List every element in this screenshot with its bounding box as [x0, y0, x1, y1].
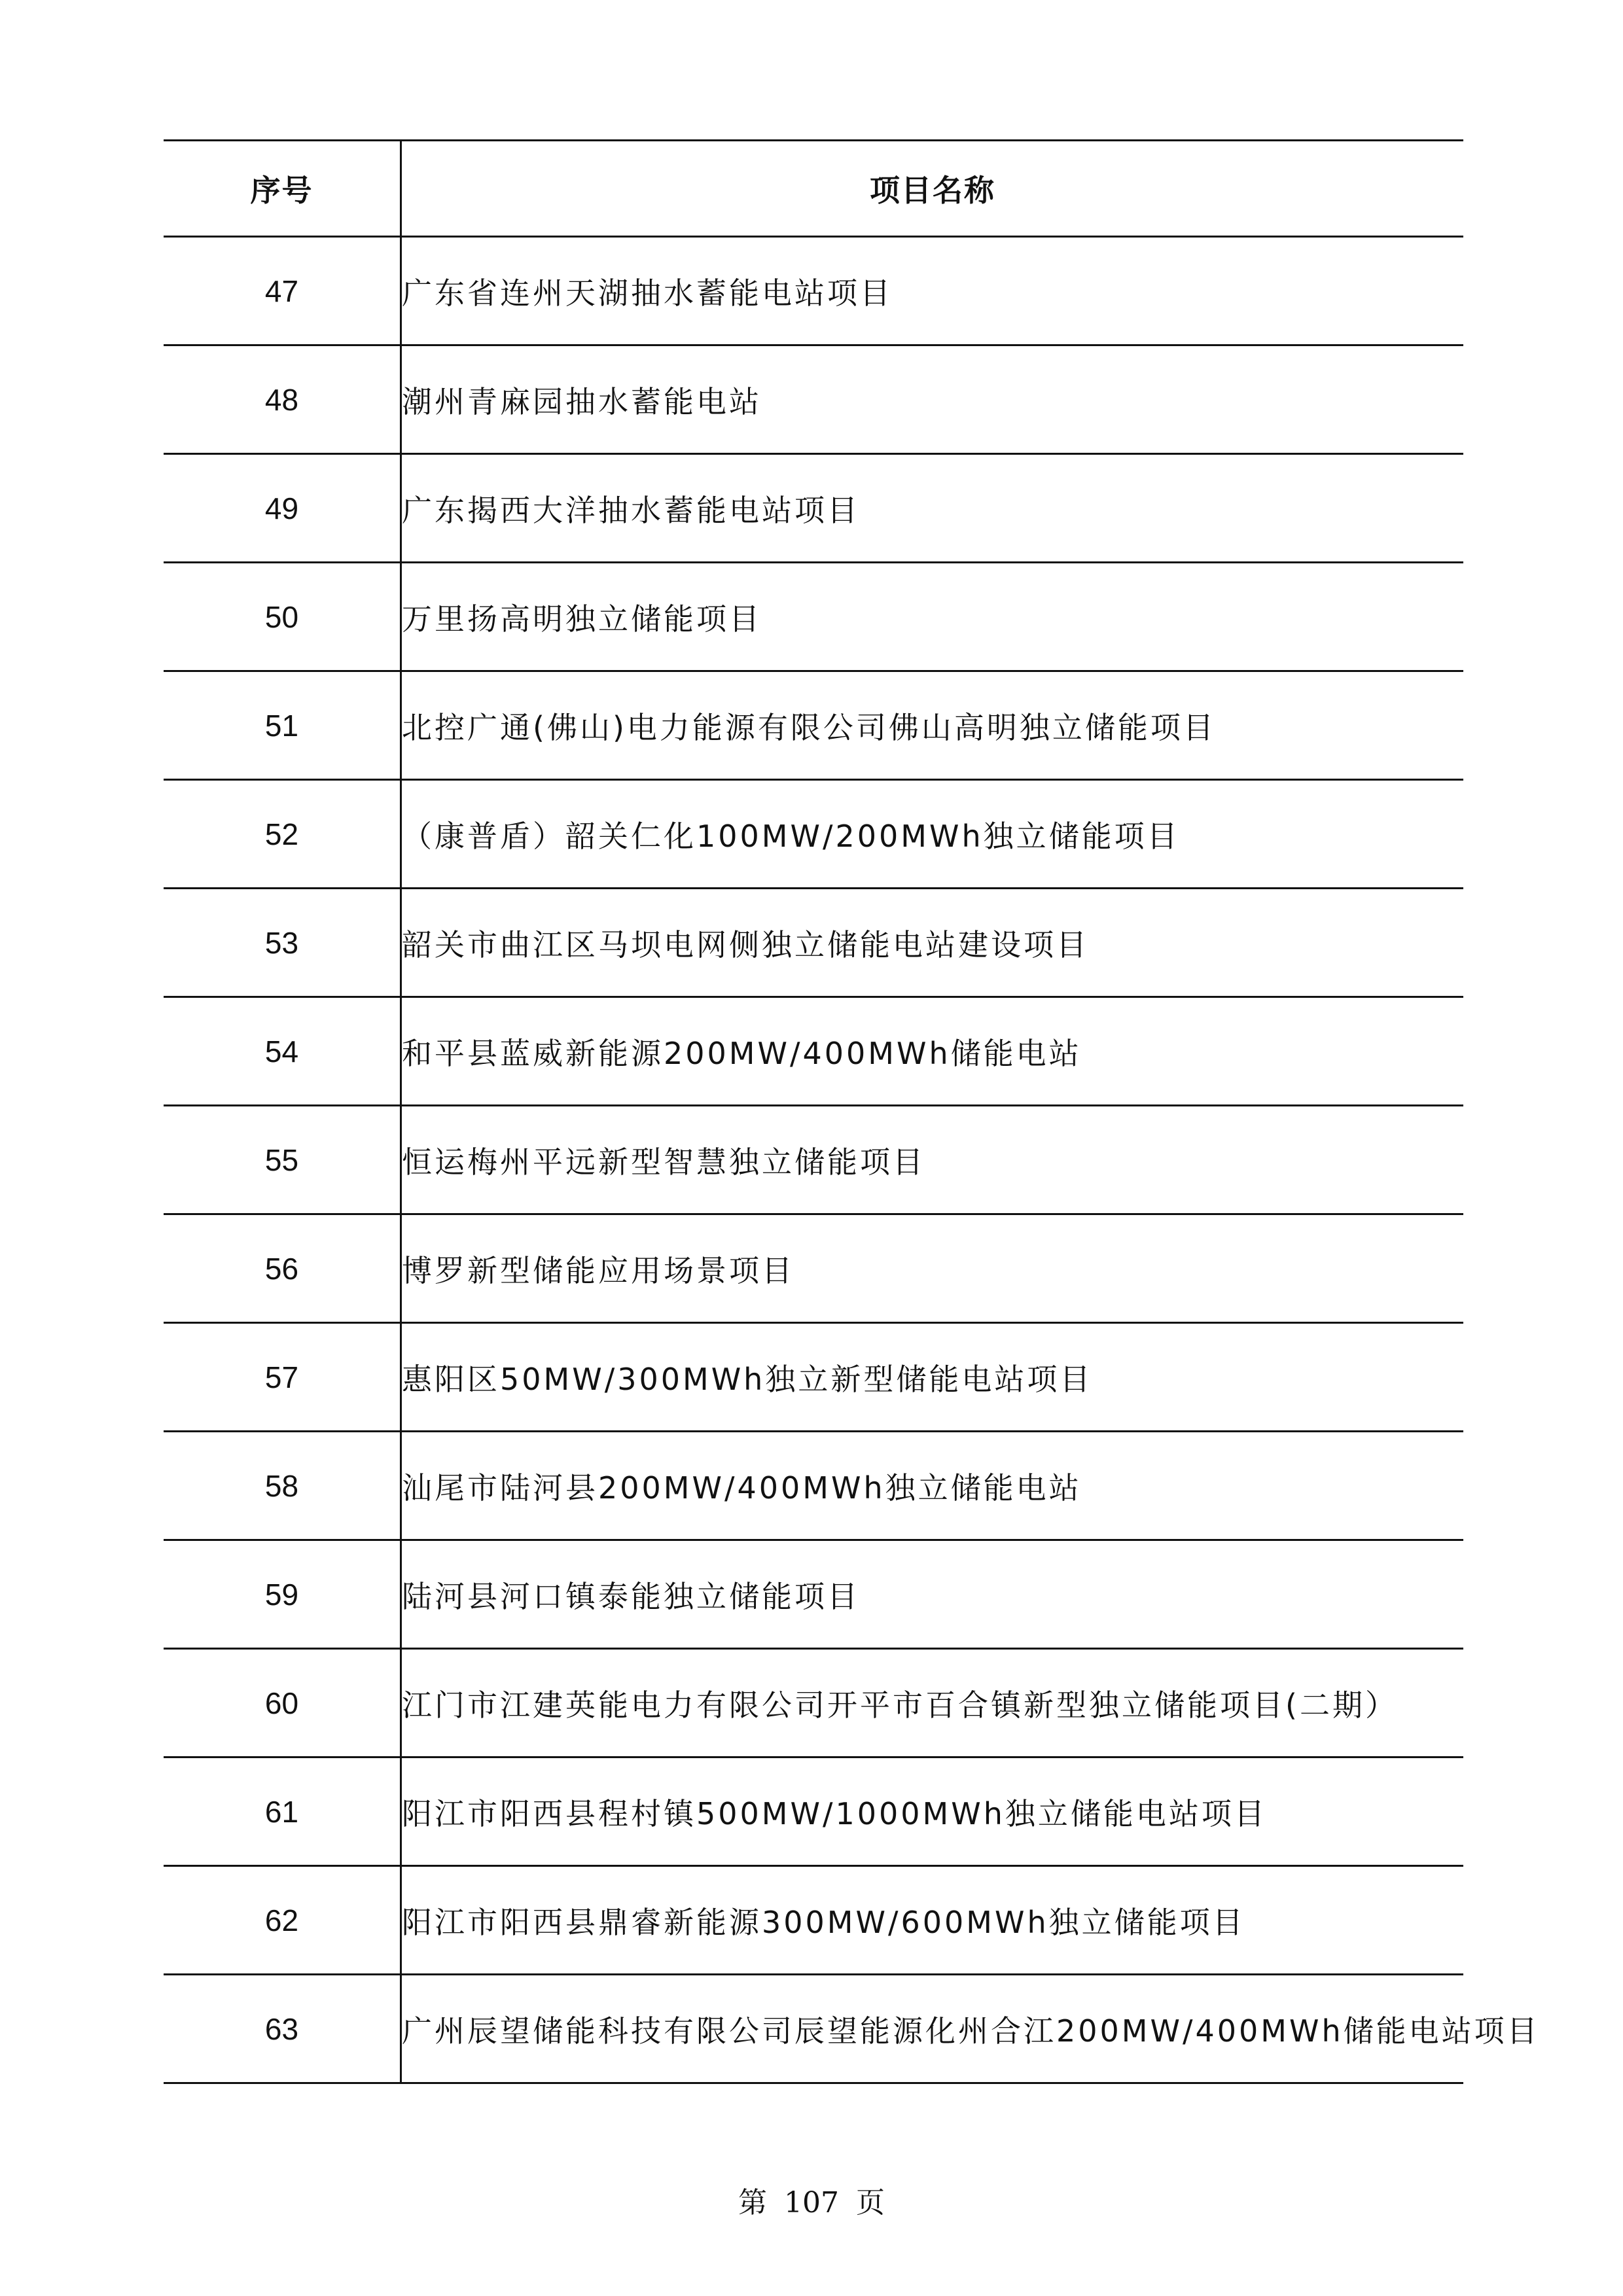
row-project-name: 阳江市阳西县鼎睿新能源300MW/600MWh独立储能项目 — [401, 1866, 1464, 1975]
table-row — [164, 889, 1463, 997]
row-project-name: （康普盾）韶关仁化100MW/200MWh独立储能项目 — [401, 780, 1464, 889]
page-suffix: 页 — [855, 2186, 885, 2219]
row-project-name: 惠阳区50MW/300MWh独立新型储能电站项目 — [401, 1323, 1464, 1432]
row-project-name: 万里扬高明独立储能项目 — [401, 563, 1464, 671]
table-row — [164, 1540, 1463, 1649]
table-row — [164, 780, 1463, 889]
table-header-row — [164, 141, 1463, 237]
row-seq: 54 — [164, 997, 401, 1106]
table-row — [164, 1214, 1463, 1323]
page-prefix: 第 — [738, 2186, 767, 2219]
table-row — [164, 1106, 1463, 1214]
table-row — [164, 1975, 1463, 2083]
row-project-name: 博罗新型储能应用场景项目 — [401, 1214, 1464, 1323]
row-seq: 60 — [164, 1649, 401, 1757]
table-row — [164, 671, 1463, 780]
row-seq: 52 — [164, 780, 401, 889]
row-project-name: 恒运梅州平远新型智慧独立储能项目 — [401, 1106, 1464, 1214]
row-project-name: 北控广通(佛山)电力能源有限公司佛山高明独立储能项目 — [401, 671, 1464, 780]
row-seq: 63 — [164, 1975, 401, 2083]
row-seq: 48 — [164, 345, 401, 454]
row-seq: 61 — [164, 1757, 401, 1866]
row-project-name: 陆河县河口镇泰能独立储能项目 — [401, 1540, 1464, 1649]
table-row — [164, 1432, 1463, 1540]
row-seq: 49 — [164, 454, 401, 563]
row-seq: 53 — [164, 889, 401, 997]
row-project-name: 广东省连州天湖抽水蓄能电站项目 — [401, 237, 1464, 345]
row-seq: 62 — [164, 1866, 401, 1975]
row-seq: 50 — [164, 563, 401, 671]
table-row — [164, 1649, 1463, 1757]
row-project-name: 潮州青麻园抽水蓄能电站 — [401, 345, 1464, 454]
row-project-name: 广东揭西大洋抽水蓄能电站项目 — [401, 454, 1464, 563]
header-seq: 序号 — [164, 141, 401, 237]
page-number: 107 — [784, 2186, 839, 2219]
row-seq: 55 — [164, 1106, 401, 1214]
row-seq: 59 — [164, 1540, 401, 1649]
page-footer — [0, 2179, 1623, 2221]
table-row — [164, 1866, 1463, 1975]
row-seq: 58 — [164, 1432, 401, 1540]
row-seq: 56 — [164, 1214, 401, 1323]
table-row — [164, 237, 1463, 345]
table-row — [164, 563, 1463, 671]
row-project-name: 和平县蓝威新能源200MW/400MWh储能电站 — [401, 997, 1464, 1106]
row-project-name: 汕尾市陆河县200MW/400MWh独立储能电站 — [401, 1432, 1464, 1540]
row-seq: 47 — [164, 237, 401, 345]
header-project-name: 项目名称 — [401, 141, 1464, 237]
row-project-name: 江门市江建英能电力有限公司开平市百合镇新型独立储能项目(二期） — [401, 1649, 1464, 1757]
table-row — [164, 345, 1463, 454]
row-seq: 57 — [164, 1323, 401, 1432]
table-row — [164, 1323, 1463, 1432]
table-row — [164, 1757, 1463, 1866]
row-project-name: 广州辰望储能科技有限公司辰望能源化州合江200MW/400MWh储能电站项目 — [401, 1975, 1464, 2083]
table-row — [164, 997, 1463, 1106]
row-project-name: 阳江市阳西县程村镇500MW/1000MWh独立储能电站项目 — [401, 1757, 1464, 1866]
row-project-name: 韶关市曲江区马坝电网侧独立储能电站建设项目 — [401, 889, 1464, 997]
table-row — [164, 454, 1463, 563]
project-table — [164, 139, 1540, 2084]
row-seq: 51 — [164, 671, 401, 780]
